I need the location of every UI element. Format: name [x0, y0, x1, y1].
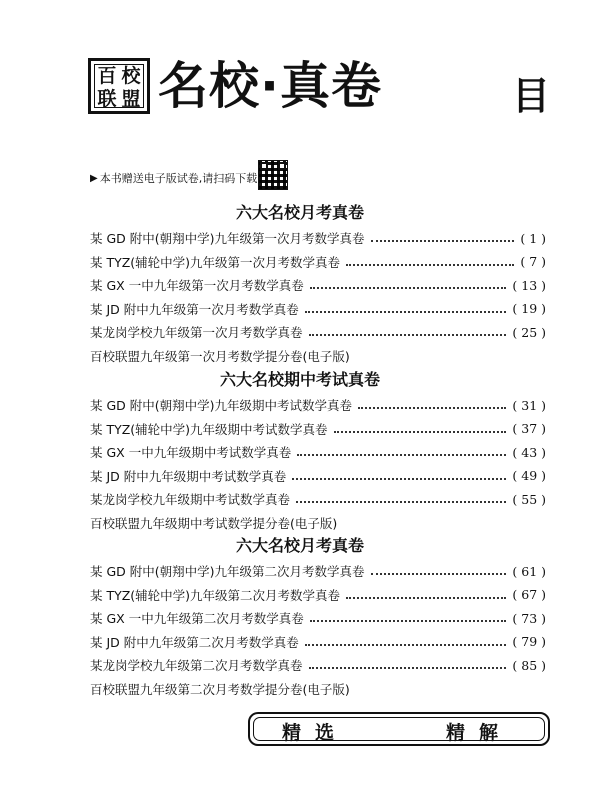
toc-entry-title: 某 TYZ(辅轮中学)九年级第二次月考数学真卷	[90, 587, 341, 603]
toc-page-number: ( 55 )	[512, 491, 546, 507]
toc-page-number: ( 79 )	[512, 634, 546, 649]
qr-code-icon[interactable]	[258, 160, 288, 190]
toc-entry-title: 某 GD 附中(朝翔中学)九年级期中考试数学真卷	[90, 398, 353, 413]
dot-leader	[305, 311, 507, 313]
promo-text: 本书赠送电子版试卷,请扫码下载	[99, 172, 258, 185]
toc-page-number: ( 49 )	[512, 468, 546, 483]
dot-leader	[371, 573, 507, 575]
footer-banner	[248, 712, 550, 746]
toc-entry-title: 百校联盟九年级第一次月考数学提分卷(电子版)	[90, 348, 350, 364]
arrow-right-icon: ▶	[90, 172, 98, 184]
toc-entry[interactable]	[90, 513, 546, 533]
toc-page-number: ( 67 )	[512, 587, 546, 602]
dot-leader	[292, 478, 506, 480]
toc-entry-title: 某 JD 附中九年级期中考试数学真卷	[90, 468, 287, 484]
dot-leader	[371, 240, 515, 242]
toc-page-number: ( 19 )	[512, 301, 546, 316]
dot-leader	[358, 407, 506, 409]
toc-heading: 目	[512, 74, 551, 118]
toc-entry[interactable]	[90, 322, 546, 342]
banner-right-text: 精解	[446, 722, 513, 744]
toc-entry-title: 某龙岗学校九年级第二次月考数学真卷	[90, 658, 303, 673]
series-title: 名校·真卷	[158, 57, 382, 115]
toc-entry[interactable]	[90, 608, 546, 628]
toc-entry[interactable]	[90, 299, 546, 319]
toc-page-number: ( 61 )	[512, 563, 546, 579]
toc-entry-title: 百校联盟九年级期中考试数学提分卷(电子版)	[90, 515, 338, 531]
toc-entry-title: 某 GX 一中九年级期中考试数学真卷	[90, 445, 292, 460]
banner-left-text: 精选	[282, 722, 349, 744]
toc-entry-title: 百校联盟九年级第二次月考数学提分卷(电子版)	[90, 681, 350, 697]
section-heading: 六大名校月考真卷	[235, 203, 364, 222]
toc-entry[interactable]	[90, 252, 546, 272]
section-heading: 六大名校期中考试真卷	[219, 370, 380, 389]
toc-page-number: ( 31 )	[512, 397, 546, 413]
toc-entry[interactable]	[90, 395, 546, 415]
logo-char: 百	[97, 65, 117, 87]
toc-page-number: ( 43 )	[512, 444, 546, 460]
toc-entry-title: 某 TYZ(辅轮中学)九年级期中考试数学真卷	[90, 421, 328, 437]
toc-page-number: ( 73 )	[512, 610, 546, 626]
toc-entry[interactable]	[90, 442, 546, 462]
section-heading: 六大名校月考真卷	[235, 536, 364, 555]
dot-leader	[309, 667, 507, 669]
dot-leader	[310, 287, 507, 289]
toc-page-number: ( 7 )	[520, 254, 546, 269]
toc-entry-title: 某 GD 附中(朝翔中学)九年级第一次月考数学真卷	[90, 231, 365, 246]
dot-leader	[346, 264, 514, 266]
dot-leader	[346, 597, 506, 599]
promo-line	[90, 170, 257, 186]
toc-entry-title: 某 GX 一中九年级第二次月考数学真卷	[90, 611, 304, 626]
toc-page-number: ( 1 )	[520, 230, 546, 246]
dot-leader	[296, 501, 506, 503]
toc-page-number: ( 25 )	[512, 324, 546, 340]
toc-entry-title: 某龙岗学校九年级第一次月考数学真卷	[90, 325, 303, 340]
toc-entry[interactable]	[90, 466, 546, 486]
toc-entry-title: 某 TYZ(辅轮中学)九年级第一次月考数学真卷	[90, 254, 341, 270]
toc-entry-title: 某 GD 附中(朝翔中学)九年级第二次月考数学真卷	[90, 564, 365, 579]
dot-leader	[310, 620, 507, 622]
toc-page-number: ( 85 )	[512, 657, 546, 673]
toc-entry[interactable]	[90, 346, 546, 366]
toc-page-number: ( 37 )	[512, 421, 546, 436]
dot-leader	[305, 644, 507, 646]
toc-entry[interactable]	[90, 489, 546, 509]
dot-leader	[334, 431, 507, 433]
toc-entry[interactable]	[90, 275, 546, 295]
toc-entry-title: 某龙岗学校九年级期中考试数学真卷	[90, 492, 291, 507]
logo-char: 校	[121, 65, 141, 87]
logo-char: 盟	[121, 88, 141, 110]
toc-entry-title: 某 JD 附中九年级第二次月考数学真卷	[90, 634, 299, 650]
publisher-logo	[88, 58, 150, 114]
logo-char: 联	[97, 88, 117, 110]
toc-entry[interactable]	[90, 419, 546, 439]
toc-entry[interactable]	[90, 655, 546, 675]
toc-entry-title: 某 GX 一中九年级第一次月考数学真卷	[90, 278, 304, 293]
toc-entry-title: 某 JD 附中九年级第一次月考数学真卷	[90, 301, 299, 317]
toc-page-number: ( 13 )	[512, 277, 546, 293]
toc-entry[interactable]	[90, 585, 546, 605]
toc-entry[interactable]	[90, 561, 546, 581]
dot-leader	[297, 454, 506, 456]
toc-entry[interactable]	[90, 228, 546, 248]
toc-entry[interactable]	[90, 632, 546, 652]
dot-leader	[309, 334, 507, 336]
toc-entry[interactable]	[90, 679, 546, 699]
